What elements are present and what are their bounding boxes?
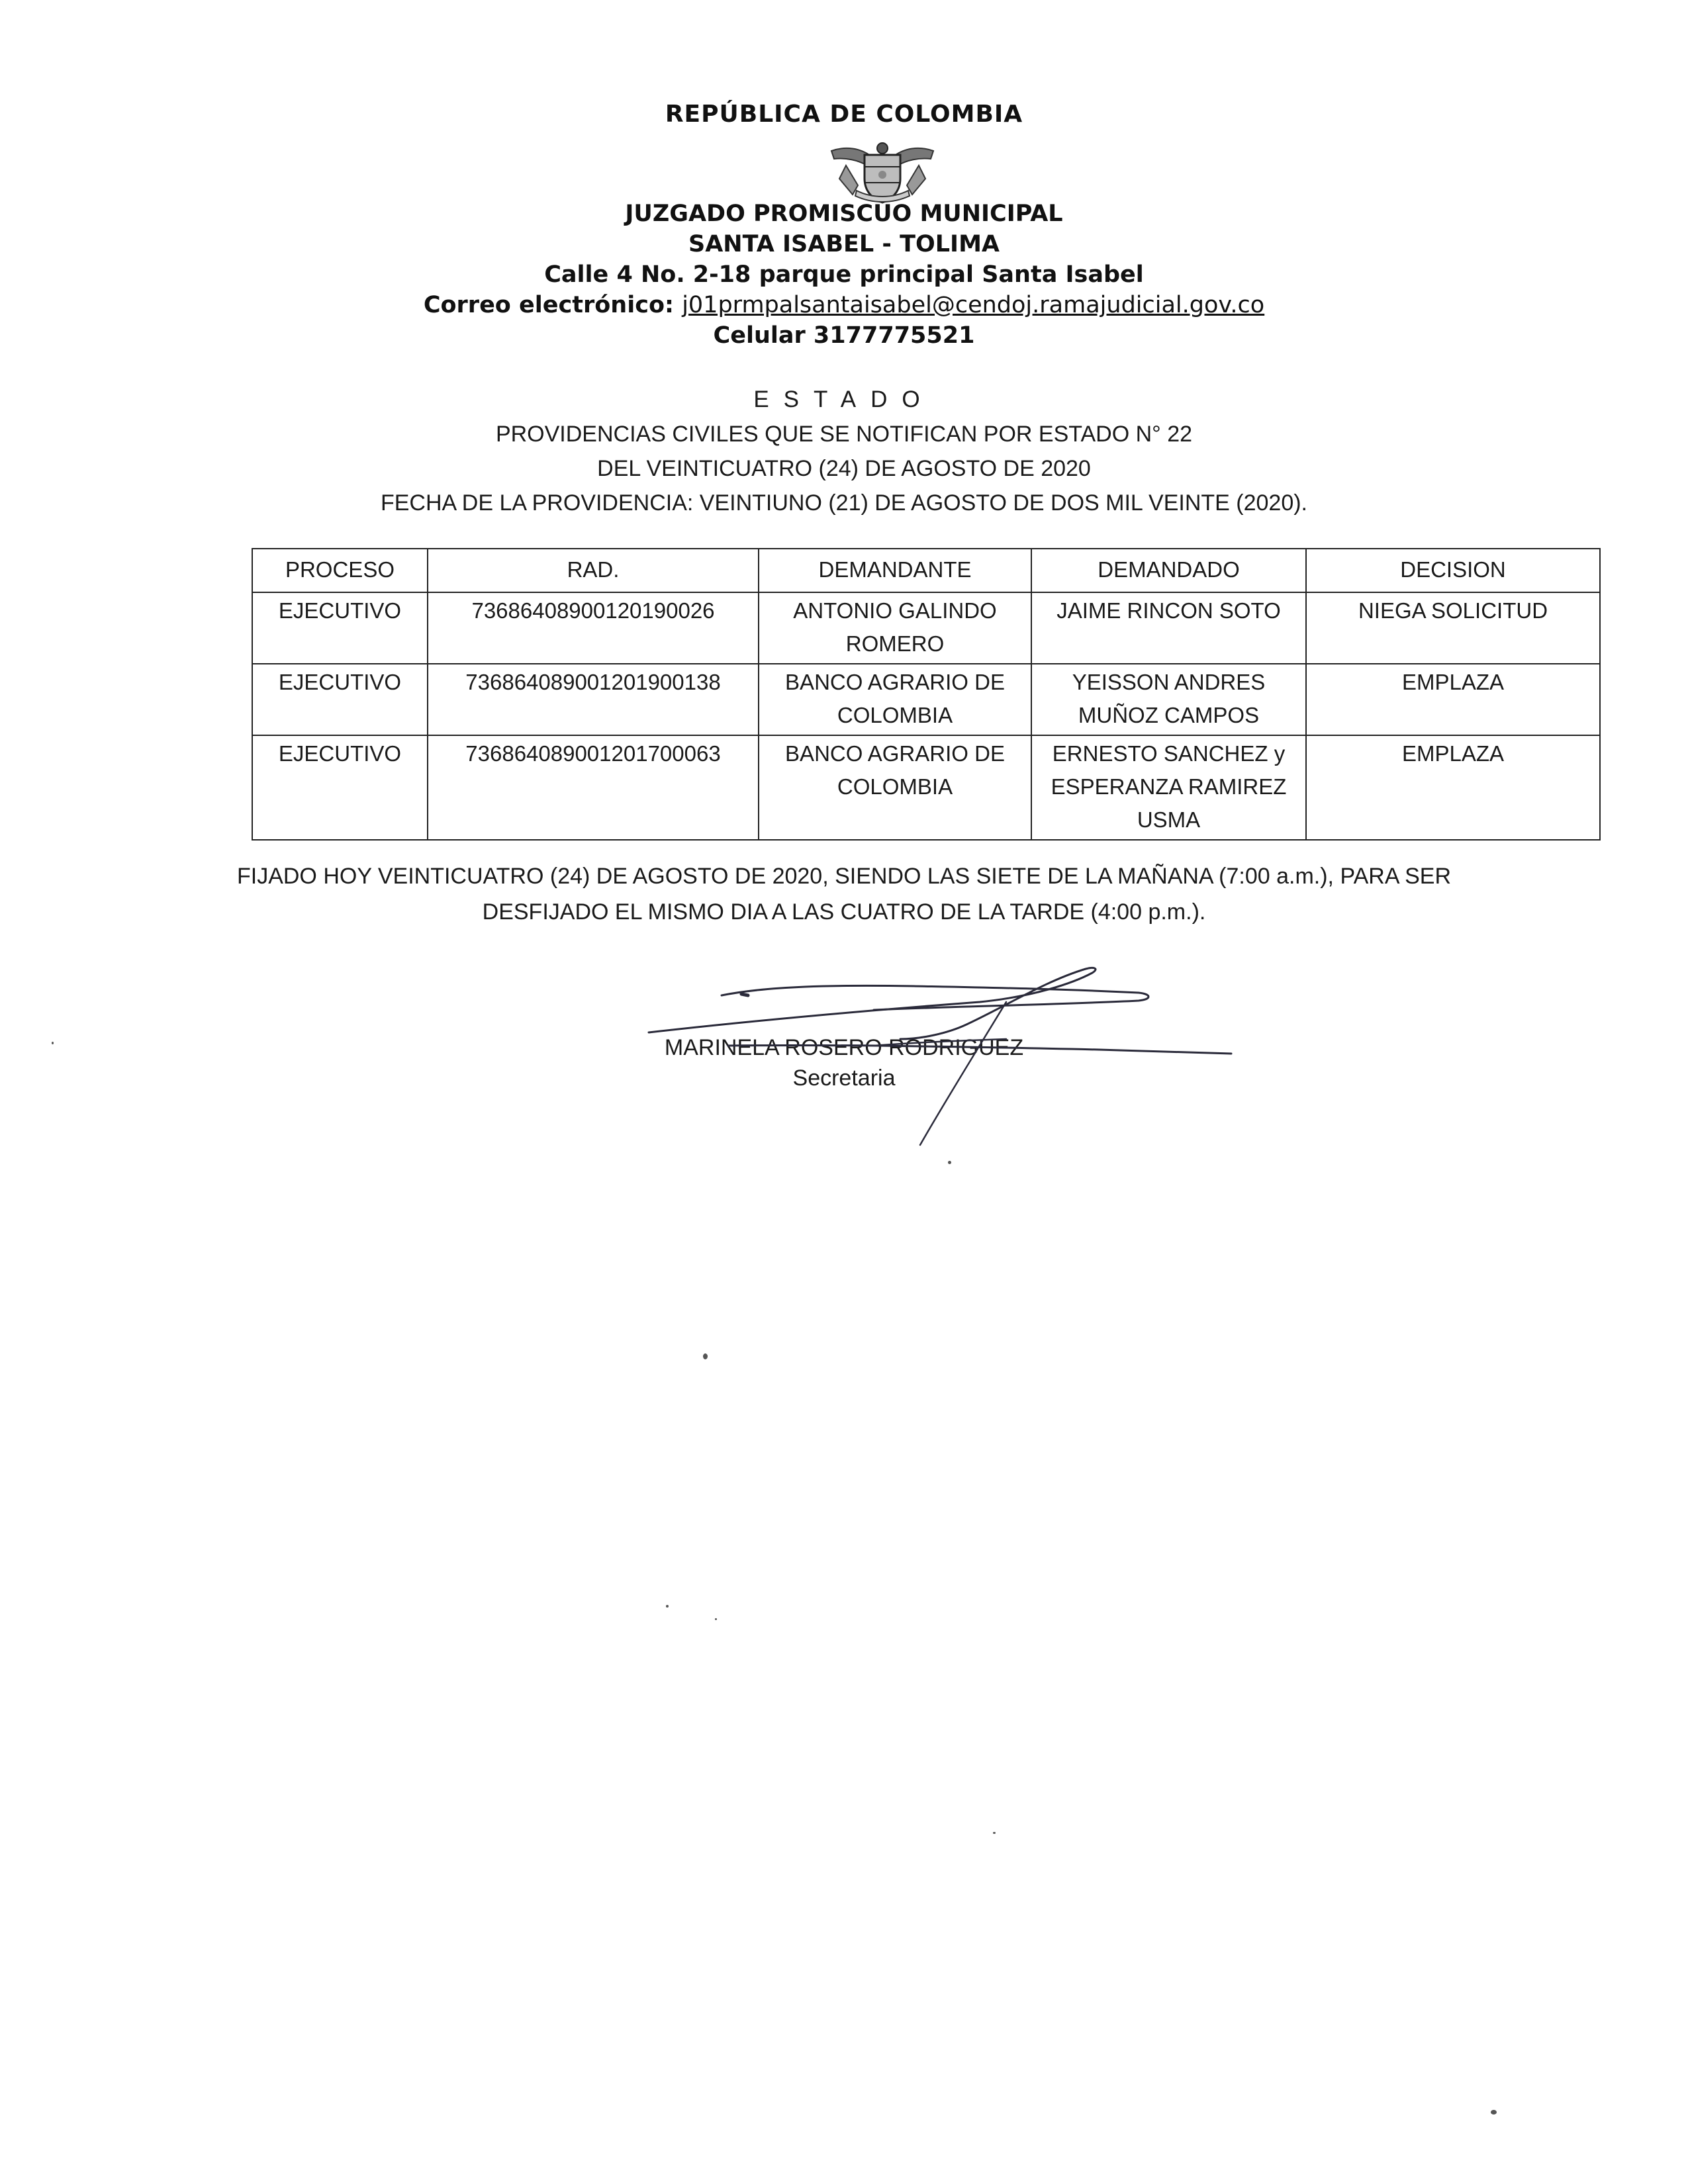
cell-demandado: YEISSON ANDRES MUÑOZ CAMPOS — [1031, 664, 1306, 735]
signature-icon — [635, 946, 1244, 1165]
country-heading: REPÚBLICA DE COLOMBIA — [665, 101, 1023, 128]
decisions-table — [252, 548, 1601, 841]
cell-demandante: BANCO AGRARIO DE COLOMBIA — [759, 735, 1031, 840]
table-row — [252, 735, 1600, 840]
cell-demandado: ERNESTO SANCHEZ y ESPERANZA RAMIREZ USMA — [1031, 735, 1306, 840]
header-proceso: PROCESO — [252, 549, 428, 592]
cell-rad: 73686408900120190026 — [428, 592, 759, 664]
cell-rad: 736864089001201700063 — [428, 735, 759, 840]
court-email-line — [0, 290, 1688, 320]
scan-speck — [948, 1161, 951, 1164]
table-row — [252, 664, 1600, 735]
email-label: Correo electrónico: — [423, 292, 682, 318]
court-address: Calle 4 No. 2-18 parque principal Santa Isabel — [544, 261, 1144, 288]
email-link[interactable]: j01prmpalsantaisabel@cendoj.ramajudicial.gov.co — [682, 292, 1265, 318]
scan-speck — [666, 1605, 669, 1608]
scan-speck — [993, 1832, 996, 1834]
scan-speck — [1491, 2110, 1497, 2115]
providence-date: FECHA DE LA PROVIDENCIA: VEINTIUNO (21) DE AGOSTO DE DOS MIL VEINTE (2020). — [380, 490, 1307, 516]
header-demandante: DEMANDANTE — [759, 549, 1031, 592]
posting-notice-line1: FIJADO HOY VEINTICUATRO (24) DE AGOSTO DE 2020, SIENDO LAS SIETE DE LA MAÑANA (7:00 a.m.), PARA SER — [236, 864, 1451, 889]
court-name: JUZGADO PROMISCUO MUNICIPAL — [625, 201, 1063, 227]
signer-role: Secretaria — [792, 1066, 896, 1091]
cell-demandante: BANCO AGRARIO DE COLOMBIA — [759, 664, 1031, 735]
signer-name: MARINELA ROSERO RODRIGUEZ — [664, 1035, 1024, 1060]
cell-proceso: EJECUTIVO — [252, 664, 428, 735]
scan-speck — [52, 1042, 54, 1044]
coat-of-arms-icon — [820, 139, 945, 205]
scan-speck — [715, 1618, 717, 1620]
header-demandado: DEMANDADO — [1031, 549, 1306, 592]
court-city: SANTA ISABEL - TOLIMA — [688, 231, 1000, 257]
table-row — [252, 592, 1600, 664]
cell-proceso: EJECUTIVO — [252, 592, 428, 664]
cell-decision: EMPLAZA — [1306, 664, 1600, 735]
header-rad: RAD. — [428, 549, 759, 592]
court-phone: Celular 3177775521 — [713, 322, 975, 349]
cell-demandado: JAIME RINCON SOTO — [1031, 592, 1306, 664]
estado-description: PROVIDENCIAS CIVILES QUE SE NOTIFICAN POR ESTADO N° 22 — [495, 422, 1193, 447]
header-decision: DECISION — [1306, 549, 1600, 592]
estado-title: ESTADO — [753, 387, 935, 412]
estado-date: DEL VEINTICUATRO (24) DE AGOSTO DE 2020 — [597, 456, 1091, 481]
posting-notice-line2: DESFIJADO EL MISMO DIA A LAS CUATRO DE LA TARDE (4:00 p.m.). — [482, 899, 1206, 925]
table-header-row — [252, 549, 1600, 592]
cell-decision: EMPLAZA — [1306, 735, 1600, 840]
cell-proceso: EJECUTIVO — [252, 735, 428, 840]
decisions-table-wrap — [252, 548, 1599, 841]
scan-speck — [703, 1353, 708, 1359]
cell-demandante: ANTONIO GALINDO ROMERO — [759, 592, 1031, 664]
cell-decision: NIEGA SOLICITUD — [1306, 592, 1600, 664]
cell-rad: 736864089001201900138 — [428, 664, 759, 735]
